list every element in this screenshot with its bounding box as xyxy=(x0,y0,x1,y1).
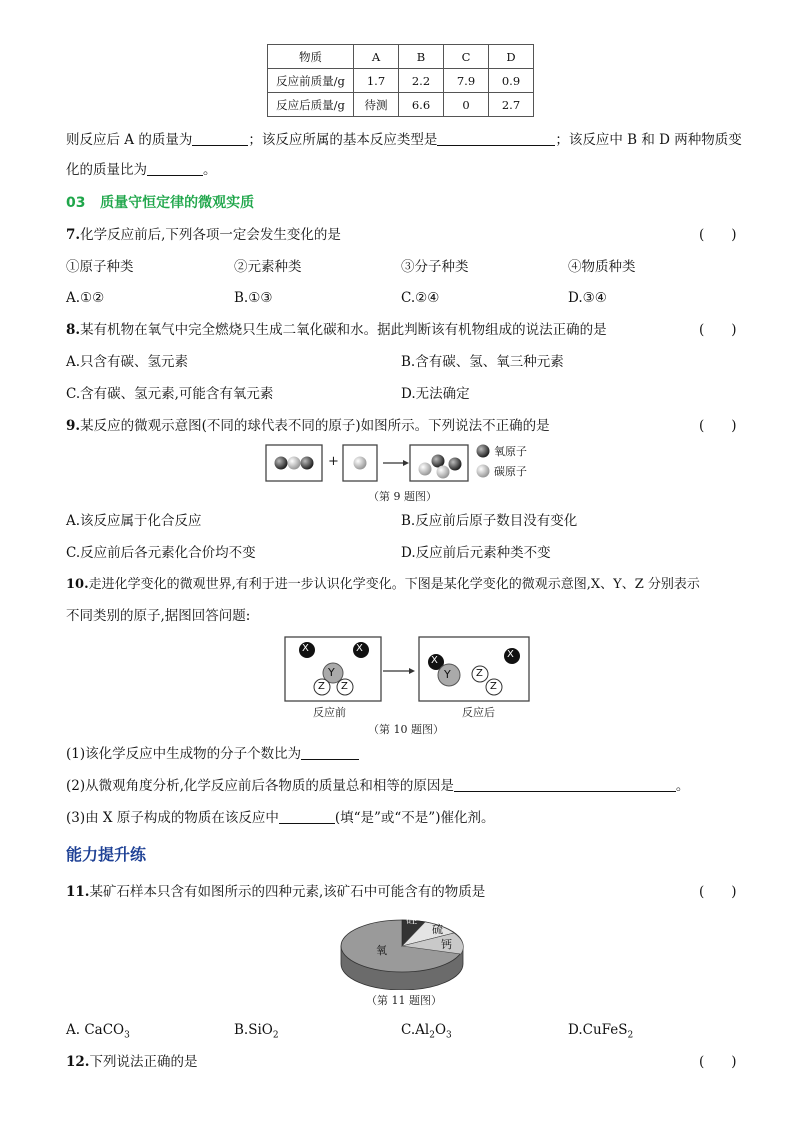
atom-label-y: Y xyxy=(328,666,335,679)
question-number: 9. xyxy=(66,418,81,434)
q11-option-d[interactable] xyxy=(568,1021,633,1045)
arrow-head-icon xyxy=(409,668,415,674)
pie-label-calcium: 钙 xyxy=(441,938,452,951)
pie-label-silicon: 硅 xyxy=(406,913,417,926)
legend-oxygen-label: 氧原子 xyxy=(494,445,527,458)
option-text: C.Al xyxy=(401,1022,430,1038)
atom-label-x: X xyxy=(431,655,438,666)
subscript: 3 xyxy=(124,1030,130,1041)
pie-label-sulfur: 硫 xyxy=(432,923,443,936)
atom-label-z: Z xyxy=(476,668,483,679)
q10-diagram-svg xyxy=(283,635,533,703)
sub-question-text: (3)由 X 原子构成的物质在该反应中 xyxy=(66,810,279,826)
answer-blank xyxy=(437,131,555,146)
before-label: 反应前 xyxy=(313,706,346,719)
legend-oxygen-icon xyxy=(477,445,490,458)
q7-item: ③分子种类 xyxy=(401,259,469,275)
mass-data-table xyxy=(267,44,534,117)
q12-stem xyxy=(66,1053,198,1071)
question-text: 某有机物在氧气中完全燃烧只生成二氧化碳和水。据此判断该有机物组成的说法正确的是 xyxy=(80,322,607,338)
legend-carbon-icon xyxy=(477,465,490,478)
q10-sub3 xyxy=(66,809,494,827)
table-cell: 7.9 xyxy=(444,69,489,93)
q6-text: ；该反应所属的基本反应类型是 xyxy=(248,132,438,148)
oxygen-atom-icon xyxy=(449,458,462,471)
table-cell: B xyxy=(399,45,444,69)
table-cell: 2.2 xyxy=(399,69,444,93)
question-text: 走进化学变化的微观世界,有利于进一步认识化学变化。下图是某化学变化的微观示意图,X、Y、Z 分别表示 xyxy=(88,577,700,592)
question-text: 化学反应前后,下列各项一定会发生变化的是 xyxy=(80,227,341,243)
figure-caption: （第 11 题图） xyxy=(366,994,442,1007)
q7-option-a[interactable]: A.①② xyxy=(66,290,105,306)
oxygen-atom-icon xyxy=(301,457,314,470)
q7-item: ①原子种类 xyxy=(66,259,134,275)
q10-sub1 xyxy=(66,745,359,763)
table-row xyxy=(268,93,534,117)
sub-question-text: 。 xyxy=(675,778,690,794)
q8-stem xyxy=(66,321,607,339)
question-text: 某反应的微观示意图(不同的球代表不同的原子)如图所示。下列说法不正确的是 xyxy=(80,418,550,434)
q11-option-b[interactable] xyxy=(234,1021,279,1045)
q7-stem xyxy=(66,226,341,244)
q9-reaction-diagram xyxy=(263,441,545,487)
subscript: 3 xyxy=(446,1030,452,1041)
q7-option-b[interactable]: B.①③ xyxy=(234,290,273,306)
q6-tail-line2 xyxy=(66,161,217,179)
table-cell: 6.6 xyxy=(399,93,444,117)
q8-option-c[interactable]: C.含有碳、氢元素,可能含有氧元素 xyxy=(66,386,274,402)
q11-option-a[interactable] xyxy=(66,1021,130,1045)
question-number: 7. xyxy=(66,227,81,243)
option-text: B.SiO xyxy=(234,1022,273,1038)
question-number: 12. xyxy=(66,1054,90,1070)
question-number: 8. xyxy=(66,322,81,338)
table-cell: 待测 xyxy=(354,93,399,117)
question-text: 下列说法正确的是 xyxy=(89,1054,198,1070)
option-text: O xyxy=(434,1022,447,1038)
table-header-row xyxy=(268,45,534,69)
question-number: 11. xyxy=(66,884,90,900)
arrow-head-icon xyxy=(403,460,409,466)
section-title: 质量守恒定律的微观实质 xyxy=(100,195,255,211)
section-heading-ability: 能力提升练 xyxy=(66,845,147,864)
option-text: D.CuFeS xyxy=(568,1022,628,1038)
q9-option-c[interactable]: C.反应前后各元素化合价均不变 xyxy=(66,545,256,561)
legend-carbon-label: 碳原子 xyxy=(494,465,527,478)
q6-text: 则反应后 A 的质量为 xyxy=(66,132,193,148)
atom-label-y: Y xyxy=(444,668,451,681)
atom-label-x: X xyxy=(302,643,309,654)
table-cell: D xyxy=(489,45,534,69)
answer-blank[interactable] xyxy=(454,777,676,792)
q8-option-b[interactable]: B.含有碳、氢、氧三种元素 xyxy=(401,354,564,370)
subscript: 2 xyxy=(272,1030,279,1041)
question-text: 某矿石样本只含有如图所示的四种元素,该矿石中可能含有的物质是 xyxy=(89,884,486,900)
q10-stem-line1 xyxy=(66,576,700,594)
answer-parentheses: ( ) xyxy=(699,418,737,434)
answer-blank[interactable] xyxy=(301,745,359,760)
table-cell: 2.7 xyxy=(489,93,534,117)
q6-text: 化的质量比为 xyxy=(66,162,147,178)
q6-tail-line1 xyxy=(66,131,742,149)
q11-stem xyxy=(66,883,485,901)
carbon-atom-icon xyxy=(437,466,450,479)
q11-option-c[interactable] xyxy=(401,1021,452,1045)
table-cell: A xyxy=(354,45,399,69)
table-cell: 反应前质量/g xyxy=(268,69,354,93)
section-number: 03 xyxy=(66,195,86,211)
answer-parentheses: ( ) xyxy=(699,884,737,900)
q10-sub2 xyxy=(66,777,689,795)
pie-label-oxygen: 氧 xyxy=(376,944,387,957)
q7-option-c[interactable]: C.②④ xyxy=(401,290,440,306)
table-cell: 1.7 xyxy=(354,69,399,93)
table-cell: 0.9 xyxy=(489,69,534,93)
q9-stem xyxy=(66,417,550,435)
q8-option-a[interactable]: A.只含有碳、氢元素 xyxy=(66,354,189,370)
atom-label-z: Z xyxy=(318,681,325,692)
question-number: 10. xyxy=(66,577,89,592)
q9-option-a[interactable]: A.该反应属于化合反应 xyxy=(66,513,202,529)
answer-parentheses: ( ) xyxy=(699,1054,737,1070)
atom-label-x: X xyxy=(356,643,363,654)
q8-option-d[interactable]: D.无法确定 xyxy=(401,386,470,402)
q6-text: ；该反应中 B 和 D 两种物质变 xyxy=(555,132,742,148)
sub-question-text: (1)该化学反应中生成物的分子个数比为 xyxy=(66,746,302,762)
answer-blank xyxy=(192,131,248,146)
subscript: 2 xyxy=(627,1030,634,1041)
section-heading-03 xyxy=(66,194,254,212)
q7-option-d[interactable]: D.③④ xyxy=(568,290,607,306)
sub-question-text: (2)从微观角度分析,化学反应前后各物质的质量总和相等的原因是 xyxy=(66,778,454,794)
q7-item: ④物质种类 xyxy=(568,259,636,275)
q9-option-b[interactable]: B.反应前后原子数目没有变化 xyxy=(401,513,578,529)
q10-reaction-diagram xyxy=(283,635,533,703)
atom-label-z: Z xyxy=(490,681,497,692)
plus-sign: + xyxy=(328,454,339,469)
sub-question-text: (填“是”或“不是”)催化剂。 xyxy=(334,810,495,826)
q6-text: 。 xyxy=(203,162,217,178)
atom-label-x: X xyxy=(507,649,514,660)
q11-pie-chart xyxy=(337,908,467,990)
table-cell: 0 xyxy=(444,93,489,117)
table-cell: C xyxy=(444,45,489,69)
after-label: 反应后 xyxy=(462,706,495,719)
q9-option-d[interactable]: D.反应前后元素种类不变 xyxy=(401,545,551,561)
answer-parentheses: ( ) xyxy=(699,322,737,338)
answer-parentheses: ( ) xyxy=(699,227,737,243)
option-text: A. CaCO xyxy=(66,1022,125,1038)
figure-caption: （第 9 题图） xyxy=(368,490,437,503)
atom-label-z: Z xyxy=(341,681,348,692)
q10-stem-line2: 不同类别的原子,据图回答问题: xyxy=(66,608,251,624)
carbon-atom-icon xyxy=(354,457,367,470)
q7-item: ②元素种类 xyxy=(234,259,302,275)
carbon-atom-icon xyxy=(419,463,432,476)
table-cell: 物质 xyxy=(268,45,354,69)
subscript: 2 xyxy=(429,1030,435,1041)
answer-blank xyxy=(147,161,203,176)
carbon-atom-icon xyxy=(288,457,301,470)
table-row xyxy=(268,69,534,93)
answer-blank[interactable] xyxy=(279,809,335,824)
oxygen-atom-icon xyxy=(275,457,288,470)
figure-caption: （第 10 题图） xyxy=(368,723,444,736)
table-cell: 反应后质量/g xyxy=(268,93,354,117)
